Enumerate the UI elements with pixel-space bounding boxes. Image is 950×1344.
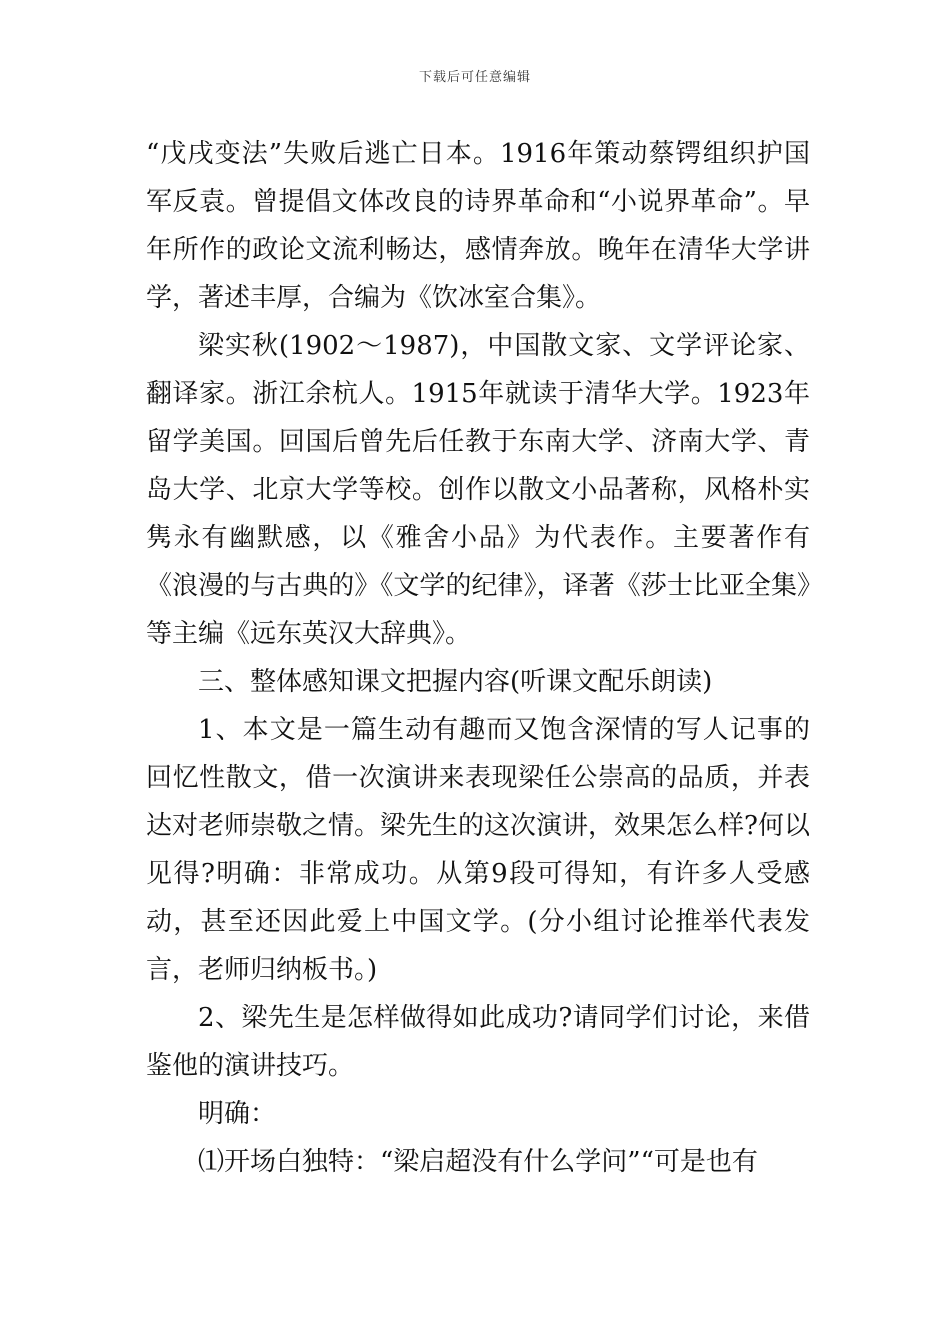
page-header: 下载后可任意编辑 — [418, 70, 531, 85]
paragraph: ⑴开场白独特：“梁启超没有什么学问”“可是也有 — [198, 1147, 758, 1177]
paragraph: 梁实秋(1902～1987)，中国散文家、文学评论家、翻译家。浙江余杭人。1915年就读于清华大学。1923年留学美国。回国后曾先后任教于东南大学、济南大学、青岛大学、北京大学等校。创作以散文小品著称，风格朴实隽永有幽默感，以《雅舍小品》为代表作。主要著作有《浪漫的与古典的》《文学的纪律》，译著《莎士比亚全集》等主编《远东英汉大辞典》。 — [146, 331, 810, 649]
paragraph: 明确： — [198, 1099, 277, 1129]
paragraph: “戊戌变法”失败后逃亡日本。1916年策动蔡锷组织护国军反袁。曾提倡文体改良的诗界革命和“小说界革命”。早年所作的政论文流利畅达，感情奔放。晚年在清华大学讲学，著述丰厚，合编为《饮冰室合集》。 — [146, 139, 810, 313]
paragraph: 1、本文是一篇生动有趣而又饱含深情的写人记事的回忆性散文，借一次演讲来表现梁任公崇高的品质，并表达对老师崇敬之情。梁先生的这次演讲，效果怎么样?何以见得?明确：非常成功。从第9段可得知，有许多人受感动，甚至还因此爱上中国文学。(分小组讨论推举代表发言，老师归纳板书。) — [146, 715, 810, 985]
section-heading: 三、整体感知课文把握内容(听课文配乐朗读) — [198, 667, 713, 697]
body-text — [146, 130, 810, 1186]
paragraph: 2、梁先生是怎样做得如此成功?请同学们讨论，来借鉴他的演讲技巧。 — [146, 1003, 810, 1081]
